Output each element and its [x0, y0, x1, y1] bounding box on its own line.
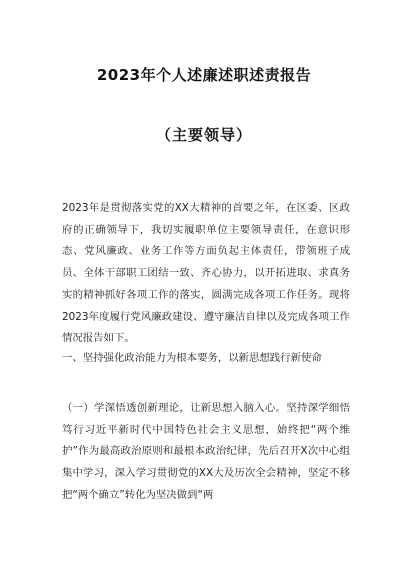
document-title: 2023年个人述廉述职述责报告 [96, 66, 312, 84]
document-subtitle: （主要领导） [155, 126, 252, 144]
section-heading: 一、坚持强化政治能力为根本要务，以新思想践行新使命 [62, 352, 322, 364]
intro-paragraph: 2023年是贯彻落实党的XX大精神的首要之年，在区委、区政府的正确领导下，我切实履职单位主要领导责任，在意识形态、党风廉政、业务工作等方面负起主体责任，带领班子成员、全体干部职工团结一致、齐心协力，以开拓进取、求真务实的精神抓好各项工作的落实，圆满完成各项工作任务。现将2023年度履行党风廉政建设、遵守廉洁自律以及完成各项工作情况报告如下。 [62, 202, 350, 345]
body-paragraph: （一）学深悟透创新理论，让新思想入脑入心。坚持深学细悟笃行习近平新时代中国特色社会主义思想，始终把“两个维护”作为最高政治原则和最根本政治纪律，先后召开X次中心组集中学习，深入学习贯彻党的XX大及历次全会精神，坚定不移把“两个确立”转化为坚决做到“两 [62, 402, 350, 501]
